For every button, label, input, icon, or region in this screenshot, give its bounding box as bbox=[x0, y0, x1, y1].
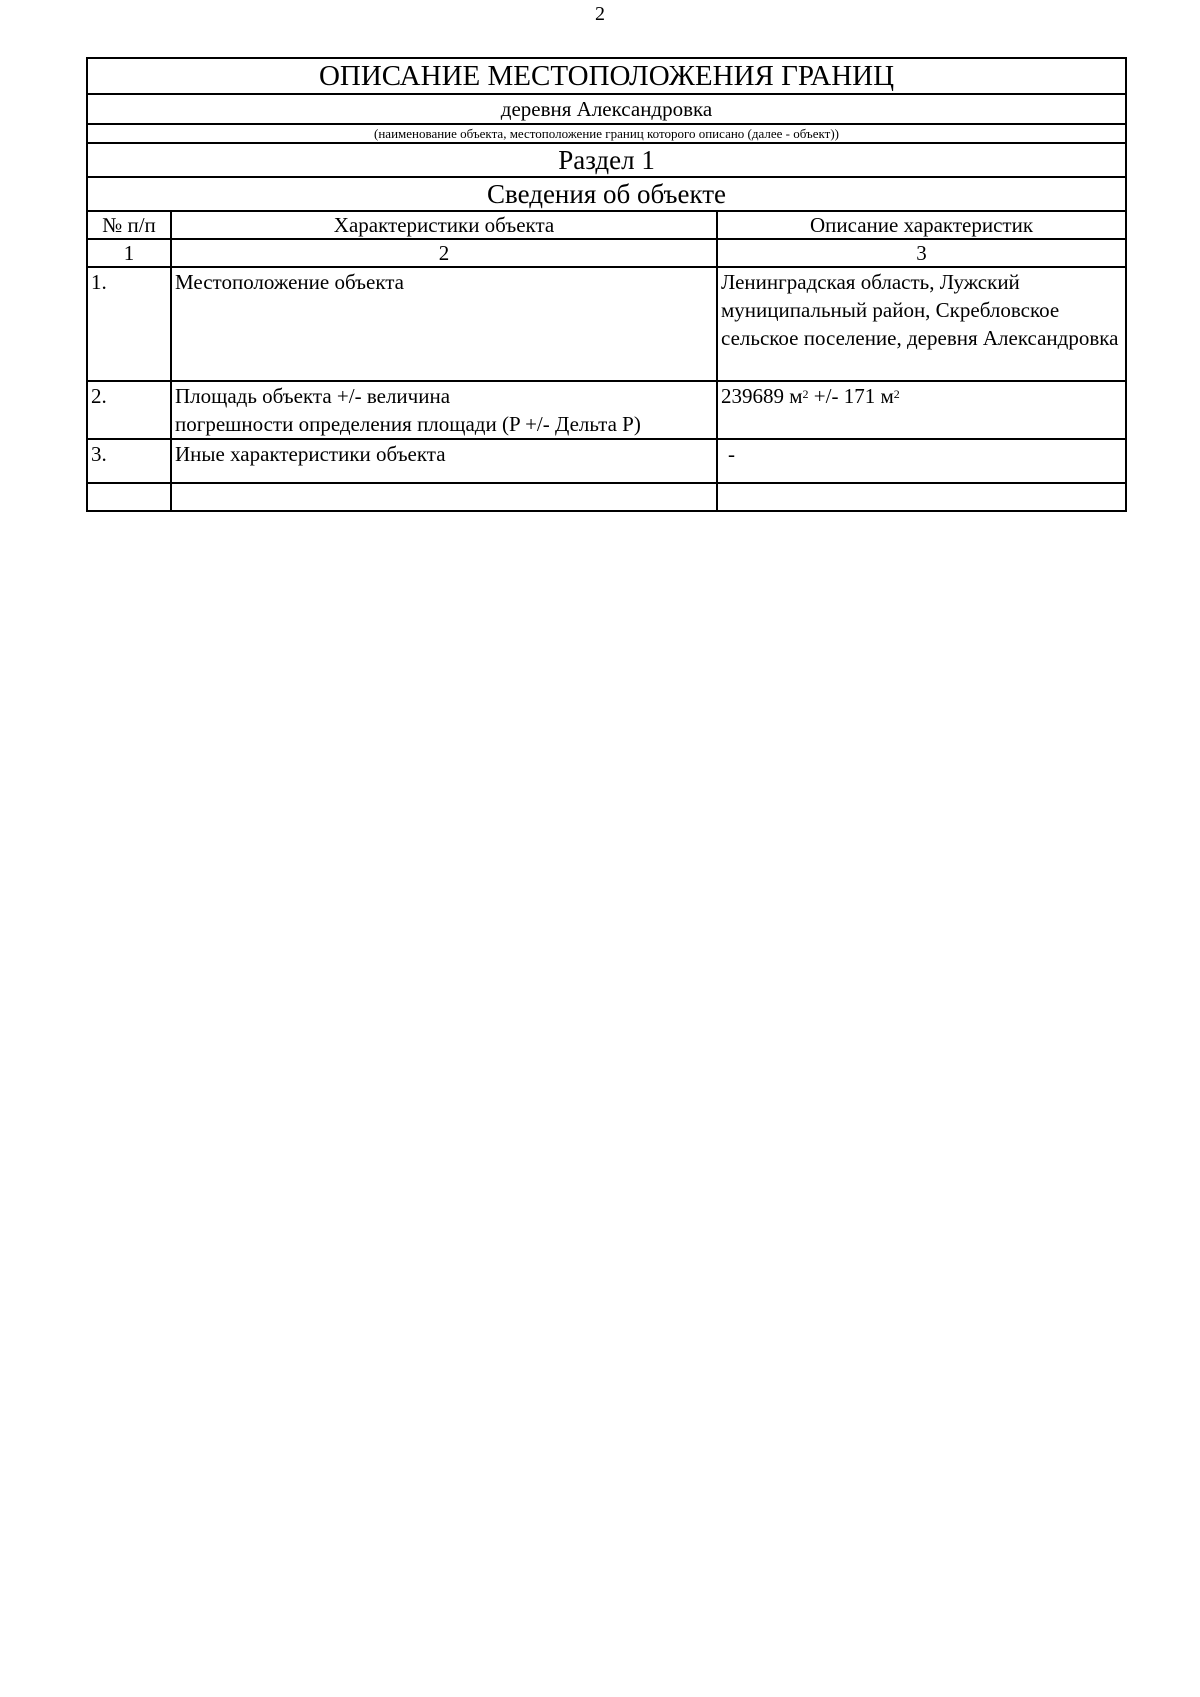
row-characteristic: Местоположение объекта bbox=[171, 267, 717, 381]
column-number-1: 1 bbox=[87, 239, 171, 267]
page-number: 2 bbox=[595, 3, 605, 25]
section-title: Сведения об объекте bbox=[87, 177, 1126, 211]
row-characteristic: Иные характеристики объекта bbox=[171, 439, 717, 483]
row-number: 3. bbox=[87, 439, 171, 483]
column-number-row bbox=[87, 239, 1126, 267]
table-header-row bbox=[87, 211, 1126, 239]
table-row bbox=[87, 439, 1126, 483]
object-caption: (наименование объекта, местоположение границ которого описано (далее - объект)) bbox=[87, 124, 1126, 143]
characteristic-line-2: погрешности определения площади (P +/- Дельта P) bbox=[175, 412, 641, 436]
object-name: деревня Александровка bbox=[87, 94, 1126, 124]
empty-table-row bbox=[87, 483, 1126, 511]
area-unit-exponent: 2 bbox=[802, 387, 809, 401]
row-description: - bbox=[717, 439, 1126, 483]
boundary-description-table bbox=[86, 57, 1127, 512]
characteristic-line-1: Площадь объекта +/- величина bbox=[175, 384, 451, 408]
area-error-unit-exponent: 2 bbox=[893, 387, 900, 401]
section-heading: Раздел 1 bbox=[87, 143, 1126, 177]
header-characteristics: Характеристики объекта bbox=[171, 211, 717, 239]
header-description: Описание характеристик bbox=[717, 211, 1126, 239]
empty-cell bbox=[171, 483, 717, 511]
row-number: 2. bbox=[87, 381, 171, 439]
table-row bbox=[87, 381, 1126, 439]
document-title: ОПИСАНИЕ МЕСТОПОЛОЖЕНИЯ ГРАНИЦ bbox=[87, 58, 1126, 94]
table-row bbox=[87, 267, 1126, 381]
column-number-2: 2 bbox=[171, 239, 717, 267]
empty-cell bbox=[717, 483, 1126, 511]
row-description: Ленинградская область, Лужский муниципальный район, Скребловское сельское поселение, деревня Александровка bbox=[717, 267, 1126, 381]
area-error: +/- 171 м bbox=[808, 384, 894, 408]
empty-cell bbox=[87, 483, 171, 511]
row-characteristic bbox=[171, 381, 717, 439]
column-number-3: 3 bbox=[717, 239, 1126, 267]
area-value: 239689 м bbox=[721, 384, 803, 408]
row-number: 1. bbox=[87, 267, 171, 381]
row-description bbox=[717, 381, 1126, 439]
header-number: № п/п bbox=[87, 211, 171, 239]
